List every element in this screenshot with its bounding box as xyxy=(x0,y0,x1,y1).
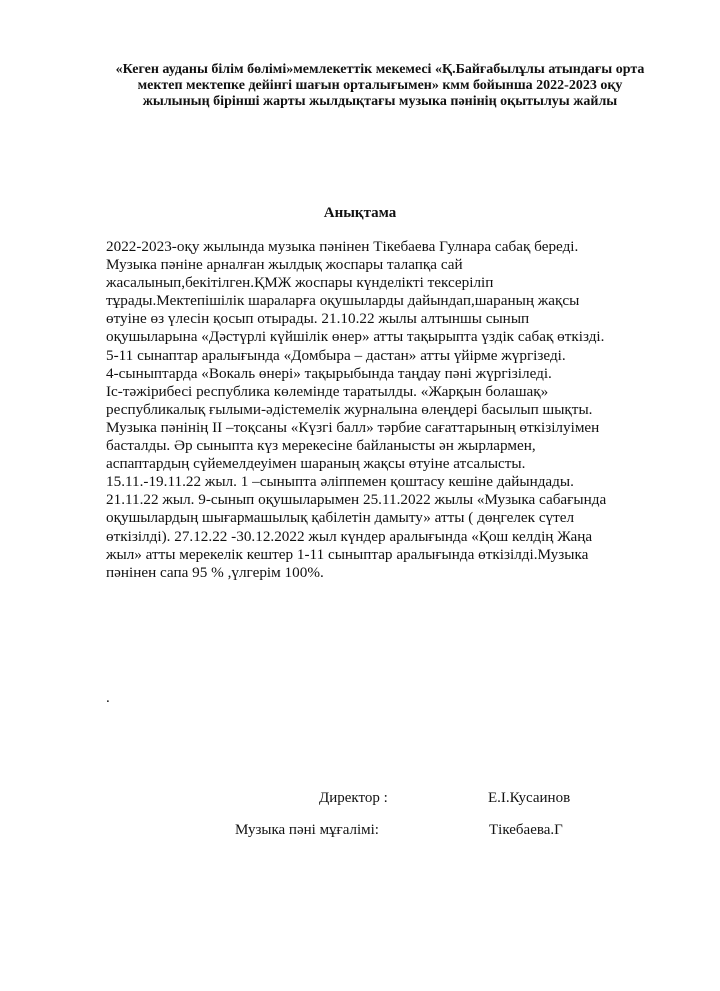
body-line: өткізілді). 27.12.22 -30.12.2022 жыл күндер аралығында «Қош келдің Жаңа xyxy=(106,527,593,545)
teacher-label: Музыка пәні мұғалімі: xyxy=(235,822,379,838)
body-line: жасалынып,бекітілген.ҚМЖ жоспары күнделікті тексеріліп xyxy=(106,274,494,292)
document-header xyxy=(80,62,680,110)
body-line: жыл» атты мерекелік кештер 1-11 сыныптар аралығында өткізілді.Музыка xyxy=(106,545,589,563)
body-line: тұрады.Мектепішілік шараларға оқушыларды дайындап,шараның жақсы xyxy=(106,292,580,310)
stray-mark: . xyxy=(106,690,110,706)
director-name: Е.І.Кусаинов xyxy=(488,790,571,806)
document-body xyxy=(106,238,706,582)
body-line: оқушылардың шығармашылық қабілетін дамыту» атты ( дөңгелек сүтел xyxy=(106,509,575,527)
body-line: өтуіне өз үлесін қосып отырады. 21.10.22 жылы алтыншы сынып xyxy=(106,310,530,328)
body-line: 4-сыныптарда «Вокаль өнері» тақырыбында таңдау пәні жүргізіледі. xyxy=(106,364,552,382)
body-line: 2022-2023-оқу жылында музыка пәнінен Тікебаева Гулнара сабақ береді. xyxy=(106,238,579,255)
body-line: 5-11 сынаптар аралығында «Домбыра – дастан» атты үйірме жүргізеді. xyxy=(106,346,566,364)
body-line: 21.11.22 жыл. 9-сынып оқушыларымен 25.11.2022 жылы «Музыка сабағында xyxy=(106,491,607,509)
body-line: басталды. Әр сыныпта күз мерекесіне байланысты ән жырлармен, xyxy=(106,437,536,455)
header-line: мектеп мектепке дейінгі шағын орталығымен» кмм бойынша 2022-2023 оқу xyxy=(137,78,623,93)
body-line: аспаптардың сүйемелдеуімен шараның жақсы өтуіне атсалысты. xyxy=(106,455,526,473)
body-line: 15.11.-19.11.22 жыл. 1 –сыныпта әліппемен қоштасу кешіне дайындады. xyxy=(106,473,574,491)
document-title: Анықтама xyxy=(323,205,397,221)
body-line: Іс-тәжірибесі республика көлемінде таратылды. «Жарқын болашақ» xyxy=(106,382,549,400)
director-label: Директор : xyxy=(319,790,388,806)
body-line: республикалық ғылыми-әдістемелік журналына өлеңдері басылып шықты. xyxy=(106,400,593,418)
body-line: пәнінен сапа 95 % ,үлгерім 100%. xyxy=(106,563,324,581)
teacher-name: Тікебаева.Г xyxy=(489,822,563,838)
body-line: Музыка пәнінің ІІ –тоқсаны «Күзгі балл» тәрбие сағаттарының өткізілуімен xyxy=(106,418,600,436)
header-line: «Кеген ауданы білім бөлімі»мемлекеттік мекемесі «Қ.Байғабылұлы атындағы орта xyxy=(115,62,645,77)
body-line: оқушыларына «Дәстүрлі күйшілік өнер» атты тақырыпта үздік сабақ өткізді. xyxy=(106,328,605,346)
header-line: жылының бірінші жарты жылдықтағы музыка пәнінің оқытылуы жайлы xyxy=(142,94,618,109)
body-line: Музыка пәніне арналған жылдық жоспары талапқа сай xyxy=(106,256,463,274)
